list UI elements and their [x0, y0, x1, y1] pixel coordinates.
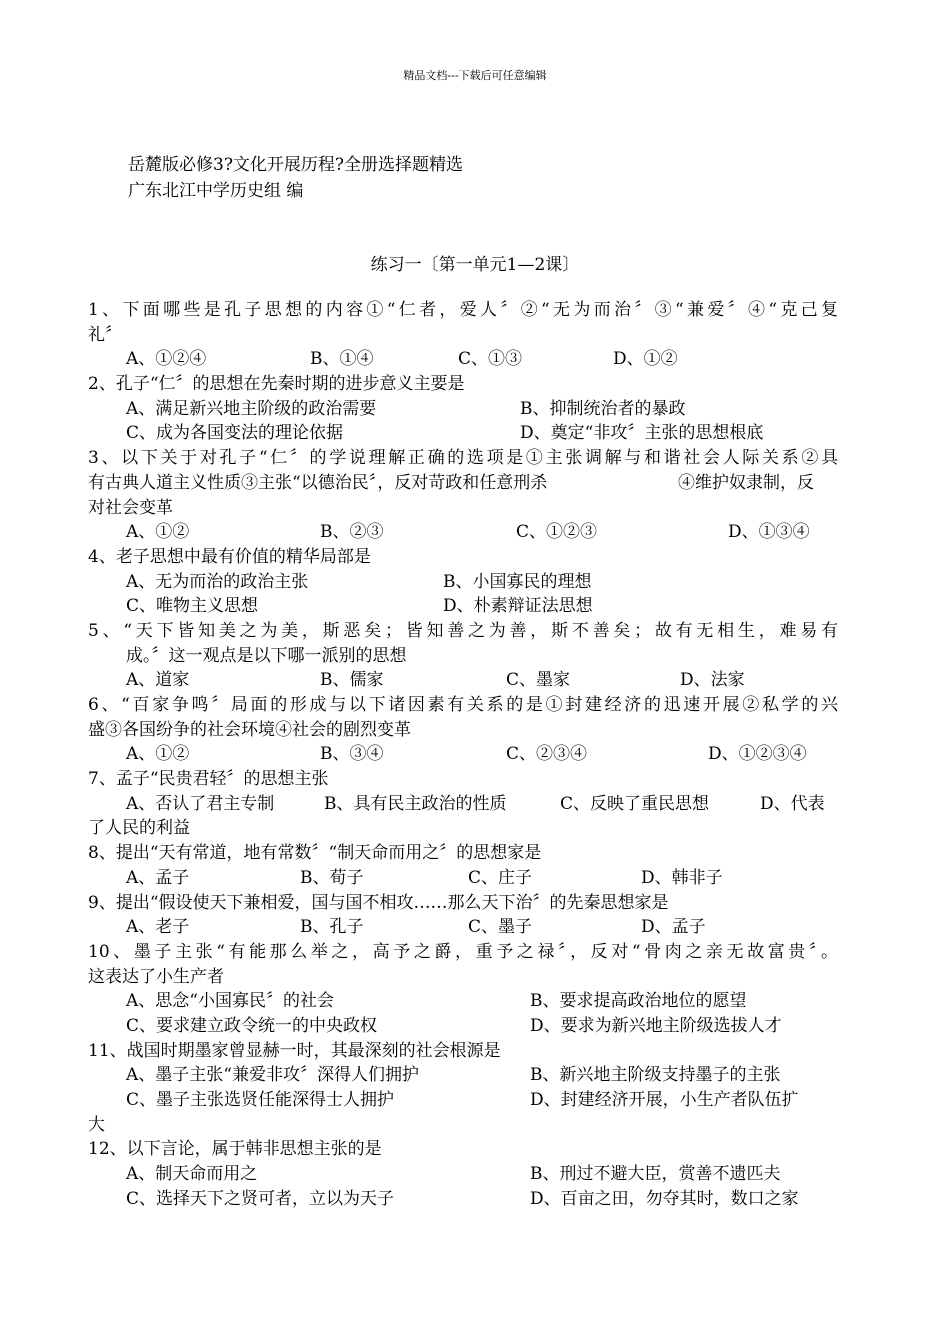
question-text: 11、战国时期墨家曾显赫一时，其最深刻的社会根源是: [88, 1040, 501, 1061]
section-title: 练习一〔第一单元1—2课〕: [370, 255, 580, 275]
option-d: D、封建经济开展，小生产者队伍扩: [530, 1090, 799, 1110]
option-a: A、①②④: [126, 349, 207, 370]
option-c: C、庄子: [468, 867, 533, 888]
question-text: 4、老子思想中最有价值的精华局部是: [88, 546, 371, 567]
option-d: D、要求为新兴地主阶级选拔人才: [530, 1015, 782, 1036]
option-d: D、代表: [760, 793, 825, 814]
option-a: A、无为而治的政治主张: [126, 571, 309, 592]
option-row: [88, 989, 838, 1014]
option-d: D、百亩之田，勿夺其时，数口之家: [530, 1188, 799, 1209]
option-a: A、①②: [126, 522, 190, 543]
option-row: [88, 866, 838, 891]
option-a: A、①②: [126, 744, 190, 765]
question-text: 6、“百家争鸣〞局面的形成与以下诸因素有关系的是①封建经济的迅速开展②私学的兴: [88, 695, 838, 715]
option-b: B、①④: [310, 349, 374, 370]
option-row: [88, 347, 838, 372]
question-text: 对社会变革: [88, 497, 173, 518]
option-a: A、思念“小国寡民〞的社会: [126, 991, 334, 1012]
option-d: D、①②③④: [708, 744, 807, 765]
option-d: D、孟子: [641, 917, 706, 938]
option-c: C、墨子: [468, 917, 533, 938]
option-c: C、成为各国变法的理论依据: [126, 423, 344, 444]
option-a: A、否认了君主专制: [126, 793, 275, 814]
question-text: 8、提出“天有常道，地有常数〞“制天命而用之〞的思想家是: [88, 843, 542, 864]
option-c: C、墨家: [506, 670, 571, 691]
option-a: A、制天命而用之: [126, 1164, 258, 1185]
option-c: C、唯物主义思想: [126, 596, 259, 617]
option-d: D、韩非子: [641, 867, 723, 888]
question-text: 有古典人道主义性质③主张“以德治民〞，反对苛政和任意刑杀: [88, 472, 548, 493]
question-text: 1、下面哪些是孔子思想的内容①“仁者，爱人〞②“无为而治〞③“兼爱〞④“克己复: [88, 300, 838, 320]
question-text: 礼〞: [88, 324, 122, 345]
option-b: B、孔子: [300, 917, 364, 938]
question-text: 12、以下言论，属于韩非思想主张的是: [88, 1139, 382, 1160]
option-c: C、②③④: [506, 744, 588, 765]
option-b: B、具有民主政治的性质: [324, 793, 507, 814]
option-a: A、孟子: [126, 867, 190, 888]
option-c: C、要求建立政令统一的中央政权: [126, 1015, 378, 1036]
question-text: 7、孟子“民贵君轻〞的思想主张: [88, 769, 329, 790]
option-b: B、儒家: [320, 670, 384, 691]
doc-title: 岳麓版必修3?文化开展历程?全册选择题精选: [128, 155, 464, 175]
question-text: 3、以下关于对孔子“仁〞的学说理解正确的选项是①主张调解与和谐社会人际关系②具: [88, 448, 838, 469]
option-b: B、③④: [320, 744, 384, 765]
page-header: 精品文档---下载后可任意编辑: [403, 69, 547, 82]
option-row: [88, 668, 838, 693]
question-text: 大: [88, 1114, 105, 1135]
option-row: [88, 1063, 838, 1088]
option-a: A、道家: [126, 670, 190, 691]
option-row: [88, 1088, 838, 1113]
question-text: ④维护奴隶制，反: [678, 472, 814, 493]
option-b: B、抑制统治者的暴政: [520, 398, 686, 419]
option-a: A、墨子主张“兼爱非攻〞深得人们拥护: [126, 1065, 419, 1086]
option-row: [88, 421, 838, 446]
option-c: C、①③: [458, 349, 523, 370]
option-c: C、①②③: [516, 522, 598, 543]
option-d: D、①②: [613, 349, 678, 370]
option-row: [88, 792, 838, 817]
option-row: [88, 742, 838, 767]
option-b: B、新兴地主阶级支持墨子的主张: [530, 1065, 781, 1086]
option-row: [88, 1014, 838, 1039]
option-row: [88, 915, 838, 940]
option-row: [88, 520, 838, 545]
option-b: B、小国寡民的理想: [443, 571, 592, 592]
option-row: [88, 570, 838, 595]
question-text: 10、墨子主张“有能那么举之，高予之爵，重予之禄〞，反对“骨肉之亲无故富贵〞。: [88, 941, 838, 962]
option-row: [88, 397, 838, 422]
option-b: B、②③: [320, 522, 384, 543]
option-row: [88, 594, 838, 619]
question-text: 成。〞这一观点是以下哪一派别的思想: [126, 645, 407, 666]
option-d: D、朴素辩证法思想: [443, 596, 593, 617]
question-text-row: [88, 471, 838, 496]
option-b: B、刑过不避大臣，赏善不遗匹夫: [530, 1164, 781, 1185]
option-c: C、墨子主张选贤任能深得士人拥护: [126, 1090, 395, 1110]
option-b: B、荀子: [300, 867, 364, 888]
doc-author: 广东北江中学历史组 编: [128, 181, 304, 201]
option-a: A、满足新兴地主阶级的政治需要: [126, 398, 377, 419]
option-row: [88, 1162, 838, 1187]
question-text: 9、提出“假设使天下兼相爱，国与国不相攻……那么天下治〞的先秦思想家是: [88, 892, 669, 913]
question-text: 5、“天下皆知美之为美，斯恶矣；皆知善之为善，斯不善矣；故有无相生，难易有: [88, 620, 838, 641]
question-text: 盛③各国纷争的社会环境④社会的剧烈变革: [88, 719, 411, 740]
question-text: 这表达了小生产者: [88, 966, 224, 987]
option-a: A、老子: [126, 917, 190, 938]
question-text: 2、孔子“仁〞的思想在先秦时期的进步意义主要是: [88, 374, 465, 395]
question-list: [88, 298, 838, 1211]
option-c: C、选择天下之贤可者，立以为天子: [126, 1188, 395, 1209]
option-b: B、要求提高政治地位的愿望: [530, 991, 747, 1012]
option-d: D、法家: [680, 670, 745, 691]
option-d: D、①③④: [728, 522, 810, 543]
option-row: [88, 1187, 838, 1212]
option-c: C、反映了重民思想: [560, 793, 710, 814]
option-d: D、奠定“非攻〞主张的思想根底: [520, 423, 764, 444]
question-text: 了人民的利益: [88, 818, 190, 839]
